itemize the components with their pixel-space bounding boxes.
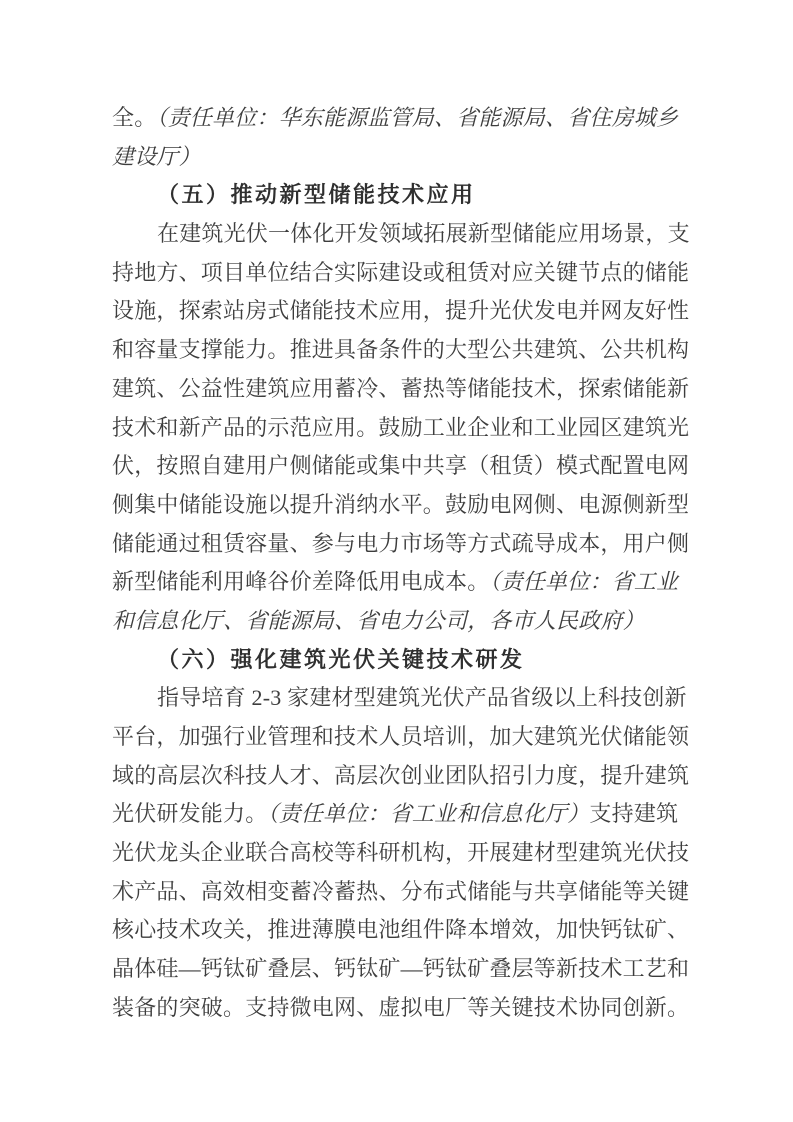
body-text: 储能通过租赁容量、参与电力市场等方式疏导成本，用户侧 <box>112 530 690 556</box>
text-line <box>112 447 712 486</box>
body-text: 术产品、高效相变蓄冷蓄热、分布式储能与共享储能等关键 <box>112 878 690 904</box>
body-text: 新型储能利用峰谷价差降低用电成本。 <box>112 569 490 595</box>
body-text: 伏，按照自建用户侧储能或集中共享（租赁）模式配置电网 <box>112 453 690 479</box>
responsibility-unit-text: （责任单位：省工业 <box>489 569 679 595</box>
text-line <box>112 795 712 834</box>
body-text: 建筑、公益性建筑应用蓄冷、蓄热等储能技术，探索储能新 <box>112 375 690 401</box>
body-text: 平台，加强行业管理和技术人员培训，加大建筑光伏储能领 <box>112 724 690 749</box>
text-line <box>112 679 712 718</box>
document-body <box>112 99 712 1028</box>
body-text: 和容量支撑能力。推进具备条件的大型公共建筑、公共机构 <box>112 337 690 363</box>
body-text: 在建筑光伏一体化开发领域拓展新型储能应用场景，支 <box>157 221 690 247</box>
body-text: 持地方、项目单位结合实际建设或租赁对应关键节点的储能 <box>112 259 690 285</box>
body-text: 侧集中储能设施以提升消纳水平。鼓励电网侧、电源侧新型 <box>112 491 690 517</box>
text-line <box>112 834 712 873</box>
text-line <box>112 215 712 254</box>
body-text: 晶体硅—钙钛矿叠层、钙钛矿—钙钛矿叠层等新技术工艺和 <box>112 956 690 982</box>
body-text: （五）推动新型储能技术应用 <box>157 182 476 208</box>
text-line <box>112 138 712 177</box>
body-text: 全。 <box>112 105 157 130</box>
text-line <box>112 525 712 564</box>
text-line <box>112 911 712 950</box>
text-line <box>112 602 712 641</box>
body-text: （六）强化建筑光伏关键技术研发 <box>157 646 525 672</box>
text-line <box>112 99 712 138</box>
responsibility-unit-text: （责任单位：华东能源监管局、省能源局、省住房城乡 <box>156 105 679 130</box>
text-line <box>112 950 712 989</box>
text-line <box>112 563 712 602</box>
text-line <box>112 989 712 1028</box>
body-text: 设施，探索站房式储能技术应用，提升光伏发电并网友好性 <box>112 298 690 324</box>
body-text: 指导培育 2-3 家建材型建筑光伏产品省级以上科技创新 <box>157 685 687 711</box>
text-line <box>112 409 712 448</box>
section-heading <box>112 641 712 680</box>
text-line <box>112 292 712 331</box>
body-text: 核心技术攻关，推进薄膜电池组件降本增效，加快钙钛矿、 <box>112 917 690 943</box>
body-text: 光伏研发能力。 <box>112 801 268 827</box>
text-line <box>112 757 712 796</box>
responsibility-unit-text: （责任单位：省工业和信息化厅） <box>267 801 590 827</box>
body-text: 技术和新产品的示范应用。鼓励工业企业和工业园区建筑光 <box>112 414 690 440</box>
text-line <box>112 873 712 912</box>
text-line <box>112 370 712 409</box>
responsibility-unit-text: 建设厅） <box>112 143 201 169</box>
body-text: 装备的突破。支持微电网、虚拟电厂等关键技术协同创新。 <box>112 994 690 1020</box>
body-text: 光伏龙头企业联合高校等科研机构，开展建材型建筑光伏技 <box>112 840 690 866</box>
body-text: 域的高层次科技人才、高层次创业团队招引力度，提升建筑 <box>112 762 690 788</box>
body-text: 支持建筑 <box>589 801 679 827</box>
text-line <box>112 486 712 525</box>
text-line <box>112 718 712 757</box>
text-line <box>112 254 712 293</box>
section-heading <box>112 176 712 215</box>
text-line <box>112 331 712 370</box>
responsibility-unit-text: 和信息化厅、省能源局、省电力公司，各市人民政府） <box>112 607 645 633</box>
